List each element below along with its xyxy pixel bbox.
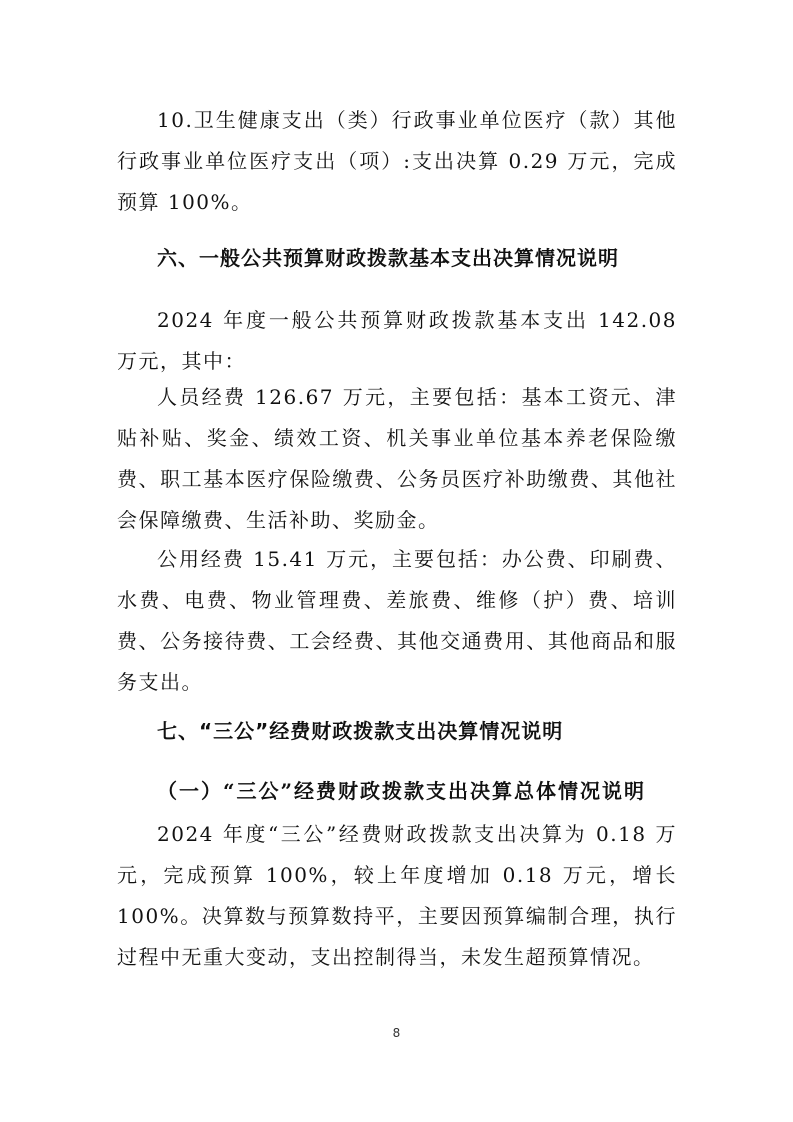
personnel-expenses-paragraph: 人员经费 126.67 万元，主要包括：基本工资元、津贴补贴、奖金、绩效工资、机关事业单位基本养老保险缴费、职工基本医疗保险缴费、公务员医疗补助缴费、其他社会保障缴费、生活补助、奖励金。 (117, 385, 677, 532)
section-7-subheading: （一）“三公”经费财政拨款支出决算总体情况说明 (157, 779, 647, 803)
section-7-heading: 七、“三公”经费财政拨款支出决算情况说明 (157, 719, 564, 743)
item-10-paragraph: 10.卫生健康支出（类）行政事业单位医疗（款）其他行政事业单位医疗支出（项）:支出决算 0.29 万元，完成预算 100%。 (117, 108, 677, 214)
public-expenses-paragraph: 公用经费 15.41 万元，主要包括：办公费、印刷费、水费、电费、物业管理费、差旅费、维修（护）费、培训费、公务接待费、工会经费、其他交通费用、其他商品和服务支出。 (117, 547, 677, 694)
section-6-intro-paragraph: 2024 年度一般公共预算财政拨款基本支出 142.08 万元，其中： (117, 308, 677, 373)
section-6-heading: 六、一般公共预算财政拨款基本支出决算情况说明 (157, 246, 619, 270)
three-public-summary-paragraph: 2024 年度“三公”经费财政拨款支出决算为 0.18 万元，完成预算 100%，较上年度增加 0.18 万元，增长 100%。决算数与预算数持平，主要因预算编制合理，执行过程中无重大变动，支出控制得当，未发生超预算情况。 (117, 822, 677, 969)
page-number: 8 (392, 1026, 401, 1040)
